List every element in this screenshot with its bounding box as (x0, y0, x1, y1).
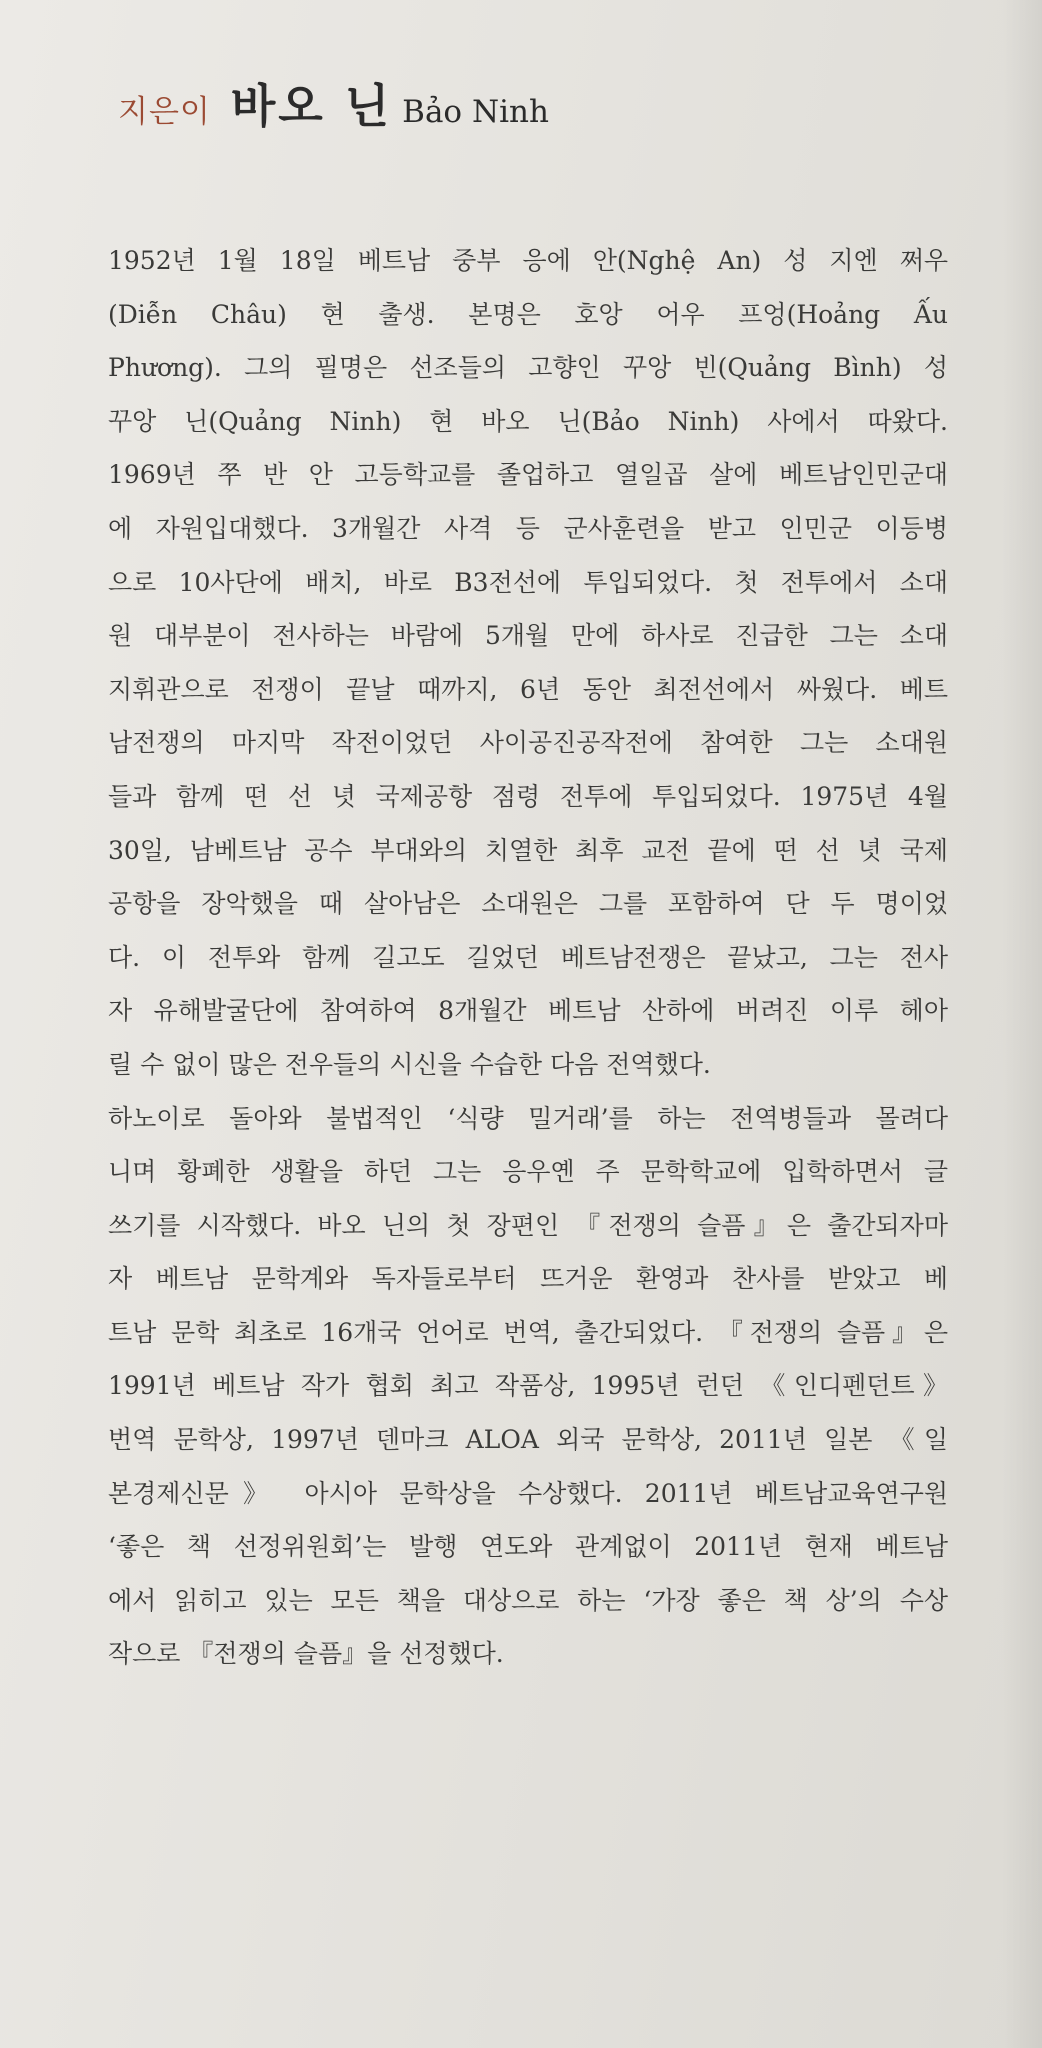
author-name-vietnamese: Bảo Ninh (402, 94, 549, 130)
bio-line: 지휘관으로 전쟁이 끝날 때까지, 6년 동안 최전선에서 싸웠다. 베트 (108, 674, 948, 704)
bio-line: (Diễn Châu) 현 출생. 본명은 호앙 어우 프엉(Hoảng Ấu (108, 299, 948, 329)
bio-line: 자 유해발굴단에 참여하여 8개월간 베트남 산하에 버려진 이루 헤아 (108, 996, 948, 1026)
bio-line: ‘좋은 책 선정위원회’는 발행 연도와 관계없이 2011년 현재 베트남 (108, 1532, 948, 1562)
bio-line: 자 베트남 문학계와 독자들로부터 뜨거운 환영과 찬사를 받았고 베 (108, 1264, 948, 1294)
author-biography (108, 234, 948, 1681)
author-header (118, 70, 549, 140)
bio-line: 공항을 장악했을 때 살아남은 소대원은 그를 포함하여 단 두 명이었 (108, 889, 948, 919)
bio-line: 꾸앙 닌(Quảng Ninh) 현 바오 닌(Bảo Ninh) 사에서 따왔다. (108, 406, 948, 436)
bio-line: 으로 10사단에 배치, 바로 B3전선에 투입되었다. 첫 전투에서 소대 (108, 567, 948, 597)
bio-line: 다. 이 전투와 함께 길고도 길었던 베트남전쟁은 끝났고, 그는 전사 (108, 942, 948, 972)
bio-line: 1991년 베트남 작가 협회 최고 작품상, 1995년 런던 《인디펜던트》 (108, 1371, 948, 1401)
bio-line: 트남 문학 최초로 16개국 언어로 번역, 출간되었다. 『전쟁의 슬픔』은 (108, 1317, 948, 1347)
bio-line: 번역 문학상, 1997년 덴마크 ALOA 외국 문학상, 2011년 일본 《일 (108, 1425, 948, 1455)
bio-line: 쓰기를 시작했다. 바오 닌의 첫 장편인 『전쟁의 슬픔』은 출간되자마 (108, 1210, 948, 1240)
bio-line: 1969년 쭈 반 안 고등학교를 졸업하고 열일곱 살에 베트남인민군대 (108, 460, 948, 490)
bio-line: 니며 황폐한 생활을 하던 그는 응우옌 주 문학학교에 입학하면서 글 (108, 1157, 948, 1187)
bio-line: 남전쟁의 마지막 작전이었던 사이공진공작전에 참여한 그는 소대원 (108, 728, 948, 758)
bio-line: 원 대부분이 전사하는 바람에 5개월 만에 하사로 진급한 그는 소대 (108, 621, 948, 651)
author-label: 지은이 (118, 94, 211, 130)
bio-line: 릴 수 없이 많은 전우들의 시신을 수습한 다음 전역했다. (108, 1049, 711, 1079)
bio-line: Phương). 그의 필명은 선조들의 고향인 꾸앙 빈(Quảng Bình) 성 (108, 353, 948, 383)
bio-line: 들과 함께 떤 선 녓 국제공항 점령 전투에 투입되었다. 1975년 4월 (108, 781, 948, 811)
bio-line: 1952년 1월 18일 베트남 중부 응에 안(Nghệ An) 성 지엔 쩌우 (108, 246, 948, 275)
bio-line: 에 자원입대했다. 3개월간 사격 등 군사훈련을 받고 인민군 이등병 (108, 513, 948, 543)
bio-line: 본경제신문》 아시아 문학상을 수상했다. 2011년 베트남교육연구원 (108, 1478, 948, 1508)
bio-line: 30일, 남베트남 공수 부대와의 치열한 최후 교전 끝에 떤 선 녓 국제 (108, 835, 948, 865)
author-name-korean: 바오 닌 (230, 79, 393, 133)
bio-line: 하노이로 돌아와 불법적인 ‘식량 밀거래’를 하는 전역병들과 몰려다 (108, 1103, 948, 1133)
bio-line: 에서 읽히고 있는 모든 책을 대상으로 하는 ‘가장 좋은 책 상’의 수상 (108, 1585, 948, 1615)
page-edge-shadow (1002, 0, 1042, 2048)
bio-line: 작으로 『전쟁의 슬픔』을 선정했다. (108, 1639, 504, 1669)
